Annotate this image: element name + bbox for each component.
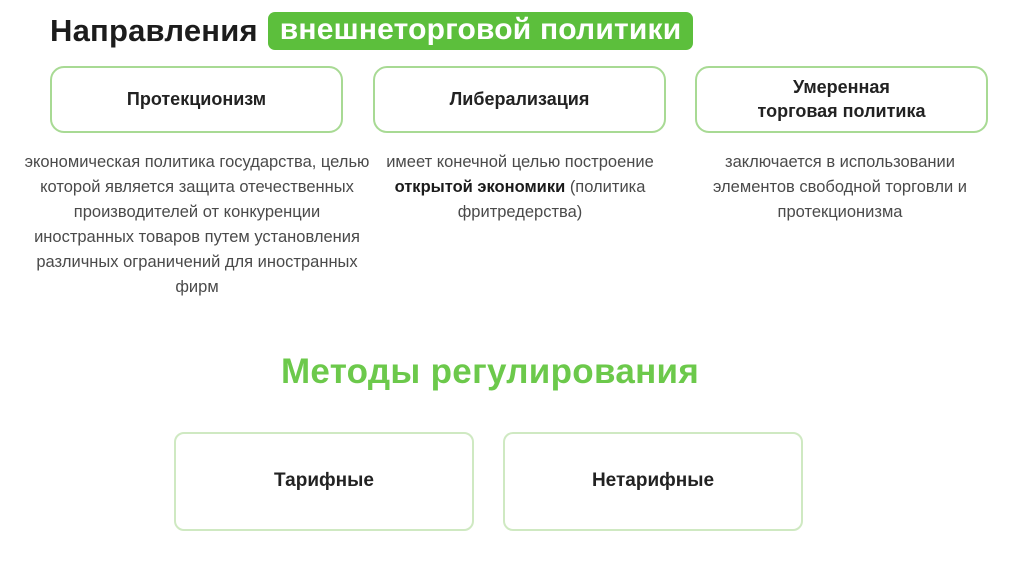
description-text: имеет конечной целью построение	[386, 153, 654, 171]
direction-card-moderate-policy	[695, 66, 988, 133]
protectionism-description: экономическая политика государства, целью которой является защита отечественных производителей от конкуренции иностранных товаров путем установления различных ограничений для иностранных фирм	[24, 153, 370, 296]
method-label: Тарифные	[274, 470, 374, 492]
page-title	[50, 12, 693, 50]
direction-label: Протекционизм	[126, 88, 267, 109]
method-card-nontariff	[503, 432, 803, 531]
direction-card-liberalization	[373, 66, 666, 133]
method-card-tariff	[174, 432, 474, 531]
direction-card-protectionism	[50, 66, 343, 133]
liberalization-description	[380, 150, 660, 225]
moderate-policy-description: заключается в использовании элементов свободной торговли и протекционизма	[713, 153, 967, 221]
title-highlight-text: внешнеторговой политики	[268, 12, 694, 50]
direction-label-line: Умеренная	[793, 77, 890, 98]
description-text: (политика фритредерства)	[457, 178, 646, 221]
methods-title: Методы регулирования	[280, 352, 700, 391]
direction-label-line: торговая политика	[757, 100, 926, 121]
direction-label	[758, 76, 926, 123]
direction-label: Либерализация	[449, 88, 590, 109]
method-label: Нетарифные	[591, 470, 715, 492]
description-bold-text: открытой экономики	[394, 178, 566, 196]
title-main-text: Направления	[50, 13, 258, 48]
